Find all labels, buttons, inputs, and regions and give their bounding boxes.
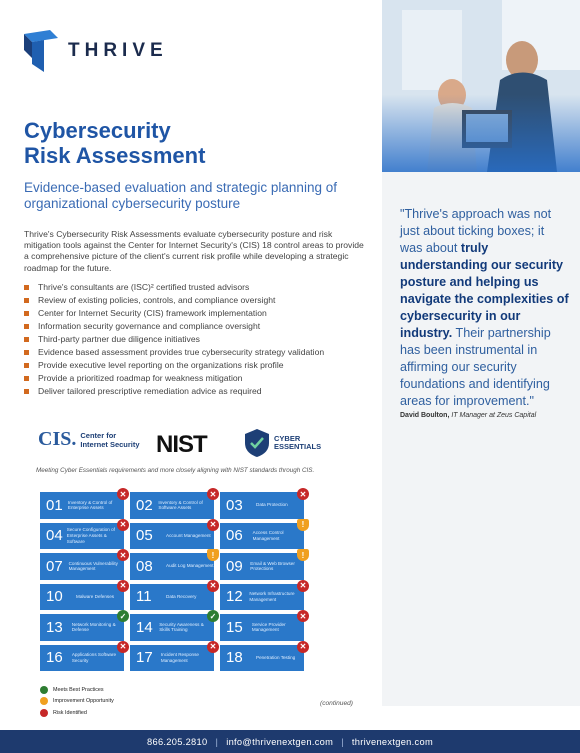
control-tile [220, 581, 307, 611]
control-tile [40, 581, 127, 611]
partner-logos [38, 428, 358, 464]
control-number: 12 [226, 588, 243, 606]
control-label: Network Infrastructure Management [249, 591, 295, 602]
risk-icon: ✕ [117, 580, 129, 592]
check-shield-icon: ✓ [207, 610, 219, 622]
control-label: Access Control Management [252, 530, 284, 541]
control-label: Incident Response Management [160, 652, 199, 663]
footer-bar: 866.205.2810 | info@thrivenextgen.com | thrivenextgen.com [0, 730, 580, 753]
control-label: Continuous Vulnerability Management [68, 560, 118, 572]
control-number: 06 [226, 527, 243, 545]
control-number: 03 [226, 496, 243, 514]
risk-icon [40, 709, 48, 717]
control-number: 09 [226, 557, 243, 575]
footer-email[interactable]: info@thrivenextgen.com [226, 736, 334, 747]
legend-label: Meets Best Practices [53, 686, 104, 693]
intro-paragraph: Thrive's Cybersecurity Risk Assessments evaluate cybersecurity posture and risk mitigation tools against the Center for Internet Security's (CIS) 18 control areas to provide a comprehensive picture of the client's current risk profile while developing a strategic roadmap for the future. [24, 229, 364, 273]
control-number: 08 [136, 557, 153, 575]
control-number: 05 [136, 527, 153, 545]
control-label: Applications Software Security [71, 652, 117, 663]
quote-highlight: truly understanding our security posture and helping us navigate the complexities of cybersecurity in our industry. [400, 241, 569, 340]
control-number: 16 [46, 649, 63, 667]
control-number: 17 [136, 649, 153, 667]
control-tile [220, 489, 307, 519]
control-tile [130, 520, 217, 550]
control-tile [130, 611, 217, 641]
control-label: Data Recovery [166, 593, 197, 599]
control-label: Security Awareness & Skills Training [159, 621, 204, 633]
control-number: 14 [136, 618, 153, 636]
control-number: 07 [46, 557, 63, 575]
logos-caption: Meeting Cyber Essentials requirements and more closely aligning with NIST standards through CIS. [36, 467, 315, 474]
list-item: Thrive's consultants are (ISC)² certified trusted advisors [24, 281, 369, 294]
quote-author: David Boulton, IT Manager at Zeus Capital [400, 412, 537, 419]
meets-icon [40, 686, 48, 694]
control-number: 13 [46, 618, 63, 636]
control-number: 10 [46, 588, 63, 606]
control-label: Secure Configuration of Enterprise Assets & Software [66, 527, 115, 544]
status-legend [40, 684, 114, 719]
list-item: Deliver tailored prescriptive remediation advice as required [24, 385, 369, 398]
control-label: Email & Web Browser Protections [250, 560, 295, 572]
control-label: Data Protection [256, 502, 288, 508]
risk-icon: ✕ [297, 580, 309, 592]
warning-shield-icon: ! [297, 519, 309, 531]
list-item: Center for Internet Security (CIS) framework implementation [24, 307, 369, 320]
continued-note: (continued) [320, 700, 353, 707]
control-label: Penetration Testing [256, 654, 296, 660]
control-tile [130, 642, 217, 672]
control-tile [40, 642, 127, 672]
cis-logo: CIS. Center for Internet Security [38, 428, 140, 450]
nist-logo: NIST [156, 431, 207, 458]
list-item: Third-party partner due diligence initiatives [24, 333, 369, 346]
legend-item [40, 684, 114, 696]
control-tile [220, 520, 305, 550]
risk-icon: ✕ [117, 549, 129, 561]
control-tile [40, 520, 127, 550]
control-label: Account Management [166, 532, 211, 538]
risk-icon: ✕ [207, 641, 219, 653]
legend-label: Risk Identified [53, 709, 87, 716]
control-tile [130, 550, 215, 580]
legend-label: Improvement Opportunity [53, 698, 114, 705]
cyber-essentials-logo: CYBER ESSENTIALS [243, 428, 321, 458]
hero-photo [382, 0, 580, 172]
control-number: 11 [136, 588, 152, 606]
list-item: Review of existing policies, controls, and compliance oversight [24, 294, 369, 307]
risk-icon: ✕ [297, 641, 309, 653]
legend-item [40, 707, 114, 719]
cis-controls-grid [40, 489, 307, 671]
improve-icon [40, 697, 48, 705]
risk-icon: ✕ [117, 641, 129, 653]
list-item: Information security governance and compliance oversight [24, 320, 369, 333]
shield-icon [243, 428, 271, 458]
testimonial-quote: "Thrive's approach was not just about ticking boxes; it was about truly understanding our security posture and helping us navigate the complexities of cybersecurity in our industry. Their partnership has been instrumental in affirming our security foundations and identifying areas for improvement." [400, 207, 569, 408]
risk-icon: ✕ [297, 488, 309, 500]
risk-icon: ✕ [207, 580, 219, 592]
list-item: Provide a prioritized roadmap for weakness mitigation [24, 372, 369, 385]
control-number: 01 [46, 496, 63, 514]
control-label: Inventory & Control of Software Assets [158, 499, 203, 511]
control-label: Malware Defenses [76, 593, 115, 599]
page-subtitle: Evidence-based evaluation and strategic planning of organizational cybersecurity posture [24, 180, 337, 211]
control-tile [220, 611, 307, 641]
control-tile [40, 611, 127, 641]
risk-icon: ✕ [207, 519, 219, 531]
control-number: 18 [226, 649, 243, 667]
control-tile [220, 642, 307, 672]
control-tile [130, 489, 217, 519]
control-label: Inventory & Control of Enterprise Assets [67, 499, 113, 511]
brand-name: THRIVE [68, 40, 168, 61]
list-item: Evidence based assessment provides true cybersecurity strategy validation [24, 346, 369, 359]
risk-icon: ✕ [207, 488, 219, 500]
control-label: Audit Log Management [166, 563, 214, 569]
warning-shield-icon: ! [207, 549, 219, 561]
control-tile [130, 581, 217, 611]
control-label: Network Monitoring & Defense [71, 621, 116, 633]
control-tile [220, 550, 305, 580]
control-label: Service Provider Management [251, 621, 286, 633]
feature-list [24, 281, 369, 398]
control-number: 15 [226, 618, 243, 636]
footer-website[interactable]: thrivenextgen.com [351, 736, 433, 747]
thrive-mark-icon [22, 28, 60, 74]
check-shield-icon: ✓ [117, 610, 129, 622]
risk-icon: ✕ [117, 488, 129, 500]
control-tile [40, 489, 127, 519]
legend-item [40, 696, 114, 708]
page-title: Cybersecurity Risk Assessment [24, 118, 206, 168]
footer-phone[interactable]: 866.205.2810 [147, 736, 208, 747]
control-number: 04 [46, 527, 63, 545]
risk-icon: ✕ [117, 519, 129, 531]
thrive-logo [22, 28, 168, 74]
control-number: 02 [136, 496, 153, 514]
warning-shield-icon: ! [297, 549, 309, 561]
list-item: Provide executive level reporting on the organizations risk profile [24, 359, 369, 372]
risk-icon: ✕ [297, 610, 309, 622]
control-tile [40, 550, 127, 580]
